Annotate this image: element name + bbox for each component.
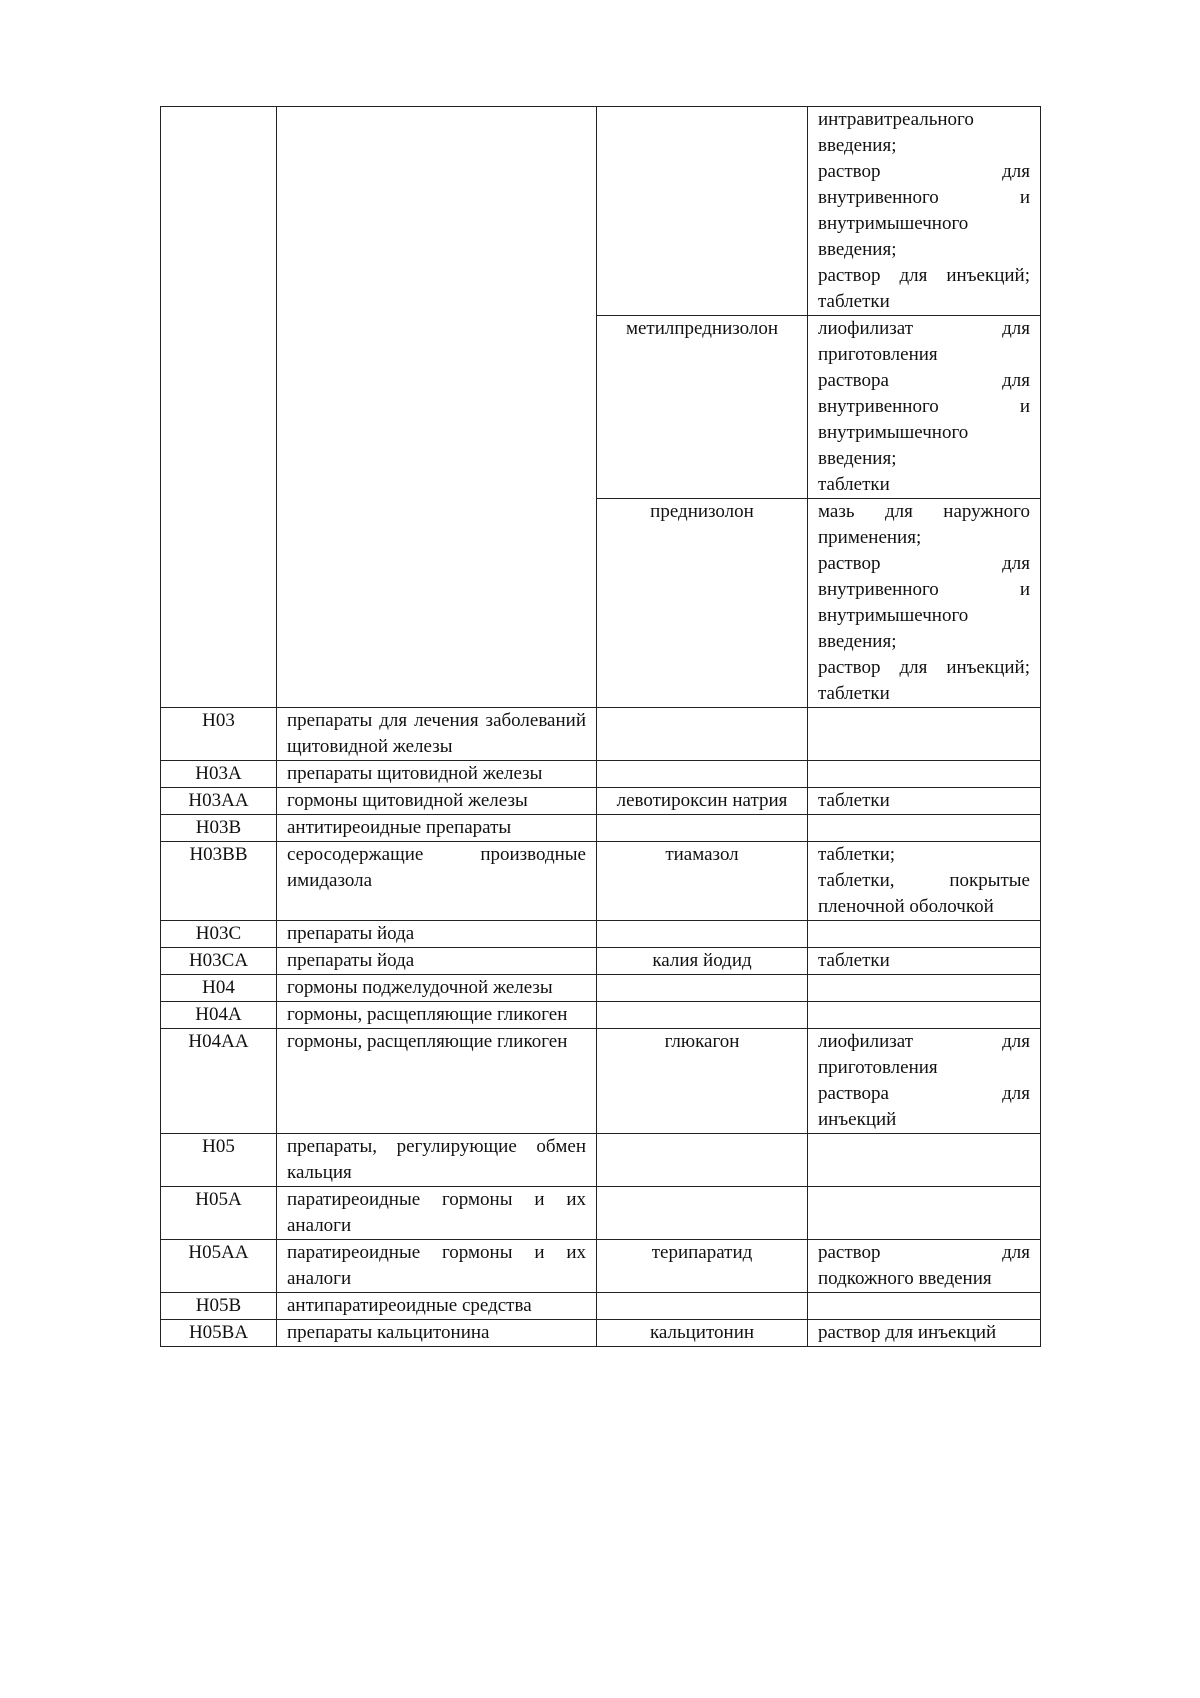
inn-cell <box>597 708 808 761</box>
group-name-cell: препараты кальцитонина <box>277 1320 597 1347</box>
dosage-form-line: мазь для наружного <box>818 501 1030 522</box>
dosage-form-cell <box>808 815 1041 842</box>
dosage-form-cell <box>808 842 1041 921</box>
dosage-form-line: внутривенного и <box>818 396 1030 417</box>
inn-cell: калия йодид <box>597 948 808 975</box>
group-name-cell: серосодержащие производные имидазола <box>277 842 597 921</box>
group-name-cell: паратиреоидные гормоны и их аналоги <box>277 1187 597 1240</box>
dosage-form-cell <box>808 1002 1041 1029</box>
atc-code-cell: H03A <box>161 761 277 788</box>
table-row <box>161 1002 1041 1029</box>
dosage-form-line: инъекций <box>818 1109 897 1130</box>
atc-code-cell: H03BB <box>161 842 277 921</box>
table-body <box>161 107 1041 1347</box>
table-row <box>161 107 1041 316</box>
dosage-form-line: внутривенного и <box>818 579 1030 600</box>
group-name-cell: гормоны, расщепляющие гликоген <box>277 1029 597 1134</box>
inn-cell <box>597 1187 808 1240</box>
group-name-cell: гормоны, расщепляющие гликоген <box>277 1002 597 1029</box>
atc-code-cell: H05 <box>161 1134 277 1187</box>
dosage-form-cell <box>808 1134 1041 1187</box>
dosage-form-line: введения; <box>818 135 897 156</box>
table-row <box>161 708 1041 761</box>
dosage-form-line: лиофилизат для <box>818 318 1030 339</box>
dosage-form-line: раствор для инъекций <box>818 1322 997 1343</box>
dosage-form-line: приготовления <box>818 344 938 365</box>
dosage-form-line: введения; <box>818 631 897 652</box>
dosage-form-line: раствор для инъекций; <box>818 265 1030 286</box>
group-name-cell: гормоны щитовидной железы <box>277 788 597 815</box>
dosage-form-line: таблетки <box>818 790 890 811</box>
atc-code-cell: H05BA <box>161 1320 277 1347</box>
atc-code-cell: H05AA <box>161 1240 277 1293</box>
dosage-form-line: подкожного введения <box>818 1268 992 1289</box>
dosage-form-cell <box>808 921 1041 948</box>
dosage-form-cell <box>808 499 1041 708</box>
inn-cell <box>597 761 808 788</box>
table-row <box>161 842 1041 921</box>
atc-code-cell: H03C <box>161 921 277 948</box>
dosage-form-line: внутримышечного <box>818 605 969 626</box>
dosage-form-line: таблетки; <box>818 844 896 865</box>
inn-cell <box>597 107 808 316</box>
inn-cell: тиамазол <box>597 842 808 921</box>
dosage-form-line: раствор для инъекций; <box>818 657 1030 678</box>
dosage-form-line: внутривенного и <box>818 187 1030 208</box>
group-name-cell: препараты, регулирующие обмен кальция <box>277 1134 597 1187</box>
dosage-form-line: лиофилизат для <box>818 1031 1030 1052</box>
inn-cell: кальцитонин <box>597 1320 808 1347</box>
group-name-cell: препараты щитовидной железы <box>277 761 597 788</box>
atc-code-cell: H03 <box>161 708 277 761</box>
inn-cell <box>597 1002 808 1029</box>
dosage-form-line: внутримышечного <box>818 422 969 443</box>
table-row <box>161 788 1041 815</box>
atc-code-cell: H05A <box>161 1187 277 1240</box>
atc-code-cell: H05B <box>161 1293 277 1320</box>
dosage-form-cell <box>808 761 1041 788</box>
atc-code-cell: H04A <box>161 1002 277 1029</box>
group-name-cell: антитиреоидные препараты <box>277 815 597 842</box>
atc-code-cell: H04 <box>161 975 277 1002</box>
table-row <box>161 948 1041 975</box>
inn-cell: терипаратид <box>597 1240 808 1293</box>
dosage-form-line: раствор для <box>818 1242 1030 1263</box>
table-row <box>161 761 1041 788</box>
atc-code-cell: H03CA <box>161 948 277 975</box>
table-row <box>161 975 1041 1002</box>
dosage-form-cell <box>808 1240 1041 1293</box>
group-name-cell: антипаратиреоидные средства <box>277 1293 597 1320</box>
group-name-cell: препараты для лечения заболеваний щитовидной железы <box>277 708 597 761</box>
table-row <box>161 1293 1041 1320</box>
atc-code-cell: H03B <box>161 815 277 842</box>
dosage-form-line: введения; <box>818 448 897 469</box>
inn-cell: метилпреднизолон <box>597 316 808 499</box>
dosage-form-line: приготовления <box>818 1057 938 1078</box>
dosage-form-line: таблетки <box>818 950 890 971</box>
table-row <box>161 1320 1041 1347</box>
inn-cell <box>597 975 808 1002</box>
inn-cell <box>597 815 808 842</box>
group-name-cell <box>277 107 597 708</box>
drug-table <box>160 106 1041 1347</box>
group-name-cell: гормоны поджелудочной железы <box>277 975 597 1002</box>
dosage-form-line: раствора для <box>818 370 1030 391</box>
dosage-form-cell <box>808 1187 1041 1240</box>
dosage-form-line: раствора для <box>818 1083 1030 1104</box>
dosage-form-cell <box>808 948 1041 975</box>
inn-cell: глюкагон <box>597 1029 808 1134</box>
dosage-form-line: таблетки <box>818 291 890 312</box>
group-name-cell: препараты йода <box>277 921 597 948</box>
dosage-form-line: применения; <box>818 527 922 548</box>
inn-cell <box>597 1134 808 1187</box>
dosage-form-line: интравитреального <box>818 109 974 130</box>
dosage-form-line: раствор для <box>818 161 1030 182</box>
group-name-cell: паратиреоидные гормоны и их аналоги <box>277 1240 597 1293</box>
dosage-form-cell <box>808 1320 1041 1347</box>
atc-code-cell: H03AA <box>161 788 277 815</box>
table-row <box>161 1187 1041 1240</box>
dosage-form-line: внутримышечного <box>818 213 969 234</box>
table-row <box>161 1029 1041 1134</box>
dosage-form-line: таблетки, покрытые <box>818 870 1030 891</box>
dosage-form-cell <box>808 975 1041 1002</box>
dosage-form-line: раствор для <box>818 553 1030 574</box>
dosage-form-cell <box>808 788 1041 815</box>
atc-code-cell: H04AA <box>161 1029 277 1134</box>
dosage-form-cell <box>808 708 1041 761</box>
dosage-form-cell <box>808 316 1041 499</box>
inn-cell <box>597 921 808 948</box>
inn-cell: преднизолон <box>597 499 808 708</box>
dosage-form-cell <box>808 1293 1041 1320</box>
dosage-form-cell <box>808 1029 1041 1134</box>
table-row <box>161 1240 1041 1293</box>
group-name-cell: препараты йода <box>277 948 597 975</box>
table-row <box>161 815 1041 842</box>
inn-cell <box>597 1293 808 1320</box>
dosage-form-line: таблетки <box>818 683 890 704</box>
dosage-form-line: таблетки <box>818 474 890 495</box>
dosage-form-cell <box>808 107 1041 316</box>
atc-code-cell <box>161 107 277 708</box>
dosage-form-line: введения; <box>818 239 897 260</box>
table-row <box>161 921 1041 948</box>
dosage-form-line: пленочной оболочкой <box>818 896 994 917</box>
table-row <box>161 1134 1041 1187</box>
inn-cell: левотироксин натрия <box>597 788 808 815</box>
